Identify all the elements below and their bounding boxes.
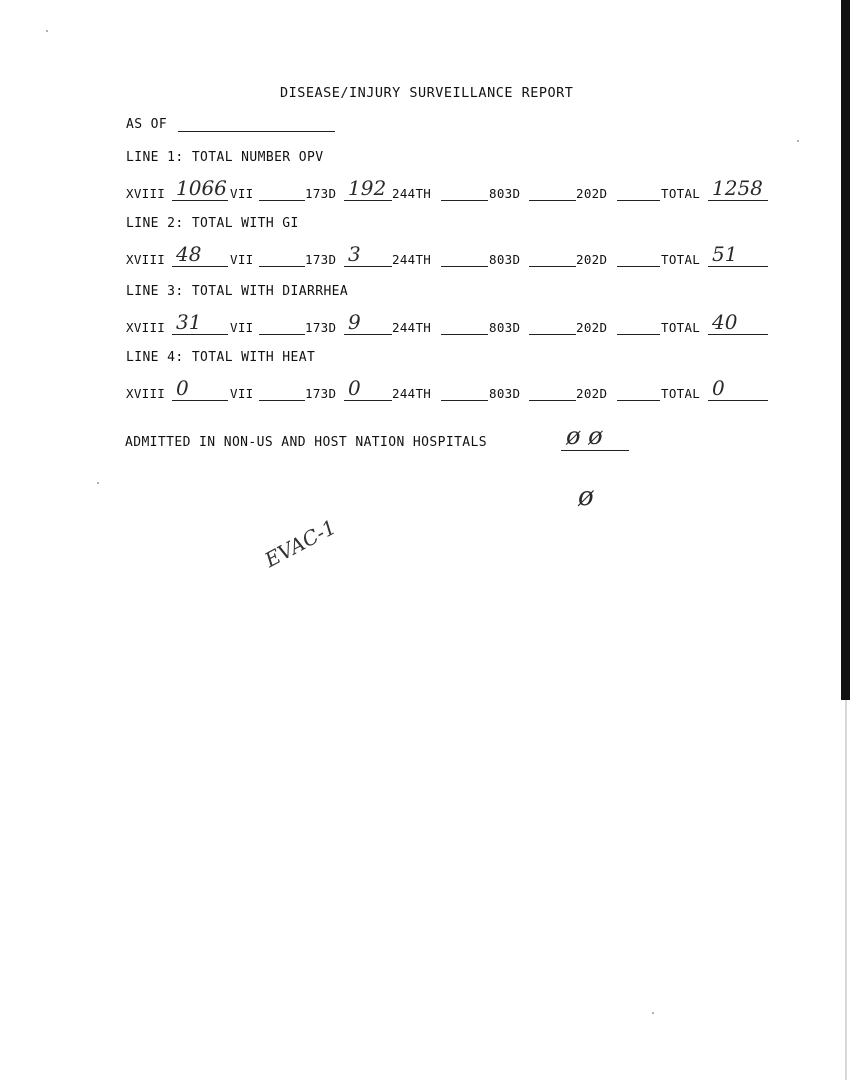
unit-label-total: TOTAL	[661, 252, 701, 267]
value-blank-d803	[529, 200, 576, 201]
handwritten-value-total: 1258	[712, 176, 763, 200]
handwritten-value-xviii: 31	[176, 310, 202, 334]
scan-edge-bar	[841, 0, 850, 700]
handwritten-value-d173: 9	[348, 310, 361, 334]
line-heading: LINE 1: TOTAL NUMBER OPV	[126, 150, 324, 165]
handwritten-value-d173: 3	[348, 242, 361, 266]
handwritten-value-total: 0	[712, 376, 725, 400]
value-blank-xviii	[172, 334, 228, 335]
value-blank-xviii	[172, 200, 228, 201]
value-blank-th244	[441, 334, 488, 335]
line-heading: LINE 3: TOTAL WITH DIARRHEA	[126, 284, 349, 299]
unit-label-vii: VII	[230, 186, 254, 201]
unit-label-d173: 173D	[305, 186, 337, 201]
unit-label-total: TOTAL	[661, 320, 701, 335]
value-blank-d173	[344, 200, 392, 201]
value-blank-d173	[344, 400, 392, 401]
hospitals-blank	[561, 450, 629, 451]
handwritten-value-d173: 192	[348, 176, 387, 200]
value-blank-th244	[441, 266, 488, 267]
value-blank-vii	[259, 200, 305, 201]
as-of-label: AS OF	[126, 117, 168, 132]
handwritten-value-total: 40	[712, 310, 738, 334]
value-blank-d803	[529, 334, 576, 335]
handwritten-value-xviii: 48	[176, 242, 202, 266]
value-blank-total	[708, 400, 768, 401]
scan-speck	[652, 1012, 654, 1014]
value-blank-d202	[617, 334, 660, 335]
unit-label-th244: 244TH	[392, 186, 432, 201]
value-blank-d202	[617, 200, 660, 201]
unit-label-vii: VII	[230, 386, 254, 401]
unit-label-vii: VII	[230, 320, 254, 335]
as-of-blank	[178, 131, 335, 132]
value-blank-total	[708, 266, 768, 267]
value-blank-vii	[259, 266, 305, 267]
unit-label-total: TOTAL	[661, 186, 701, 201]
value-blank-d202	[617, 266, 660, 267]
unit-label-d803: 803D	[489, 386, 521, 401]
scan-edge-shadow	[845, 700, 847, 1080]
unit-label-xviii: XVIII	[126, 186, 166, 201]
unit-label-d202: 202D	[576, 186, 608, 201]
unit-label-d173: 173D	[305, 320, 337, 335]
handwritten-value-d173: 0	[348, 376, 361, 400]
line-heading: LINE 2: TOTAL WITH GI	[126, 216, 299, 231]
handwritten-value-total: 51	[712, 242, 738, 266]
unit-label-d803: 803D	[489, 320, 521, 335]
value-blank-d803	[529, 400, 576, 401]
unit-label-total: TOTAL	[661, 386, 701, 401]
unit-label-vii: VII	[230, 252, 254, 267]
line-heading: LINE 4: TOTAL WITH HEAT	[126, 350, 316, 365]
unit-label-d803: 803D	[489, 252, 521, 267]
unit-label-xviii: XVIII	[126, 386, 166, 401]
scan-speck	[797, 140, 799, 142]
unit-label-d803: 803D	[489, 186, 521, 201]
unit-label-th244: 244TH	[392, 320, 432, 335]
value-blank-total	[708, 334, 768, 335]
value-blank-d173	[344, 334, 392, 335]
unit-label-d173: 173D	[305, 252, 337, 267]
value-blank-d173	[344, 266, 392, 267]
unit-label-xviii: XVIII	[126, 252, 166, 267]
value-blank-xviii	[172, 266, 228, 267]
scan-speck	[46, 30, 48, 32]
unit-label-d202: 202D	[576, 386, 608, 401]
handwritten-value-xviii: 0	[176, 376, 189, 400]
scan-speck	[97, 482, 99, 484]
hospitals-value: ø ø	[566, 422, 603, 450]
unit-label-d202: 202D	[576, 252, 608, 267]
unit-label-th244: 244TH	[392, 386, 432, 401]
value-blank-xviii	[172, 400, 228, 401]
value-blank-d202	[617, 400, 660, 401]
value-blank-vii	[259, 334, 305, 335]
value-blank-th244	[441, 400, 488, 401]
report-title: DISEASE/INJURY SURVEILLANCE REPORT	[280, 85, 574, 101]
hospitals-label: ADMITTED IN NON-US AND HOST NATION HOSPITALS	[125, 435, 487, 450]
value-blank-vii	[259, 400, 305, 401]
handwritten-note: EVAC-1	[260, 514, 340, 572]
value-blank-total	[708, 200, 768, 201]
unit-label-xviii: XVIII	[126, 320, 166, 335]
margin-mark: ø	[578, 482, 594, 512]
handwritten-value-xviii: 1066	[176, 176, 227, 200]
value-blank-d803	[529, 266, 576, 267]
unit-label-th244: 244TH	[392, 252, 432, 267]
unit-label-d173: 173D	[305, 386, 337, 401]
unit-label-d202: 202D	[576, 320, 608, 335]
value-blank-th244	[441, 200, 488, 201]
